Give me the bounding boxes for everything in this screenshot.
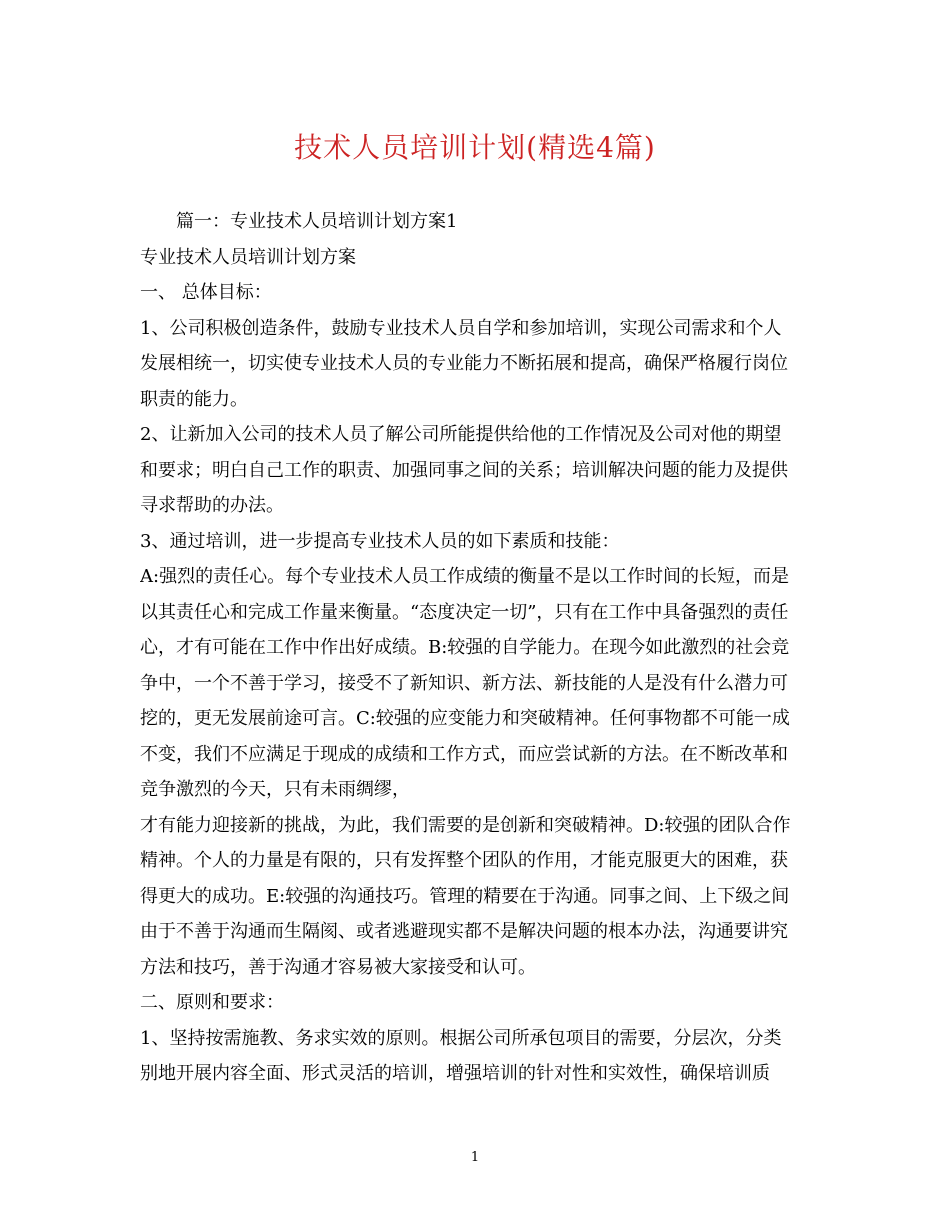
section-heading: 篇一：专业技术人员培训计划方案1 xyxy=(176,211,458,232)
document-body xyxy=(140,204,815,1092)
heading-overall-goal: 一、 总体目标： xyxy=(140,282,272,303)
paragraph-line: 和要求；明白自己工作的职责、加强同事之间的关系；培训解决问题的能力及提供 xyxy=(140,459,788,481)
paragraph-line: 挖的，更无发展前途可言。C:较强的应变能力和突破精神。任何事物都不可能一成 xyxy=(140,708,790,729)
paragraph-line: 寻求帮助的办法。 xyxy=(140,495,284,516)
paragraph-line: 才有能力迎接新的挑战，为此，我们需要的是创新和突破精神。D:较强的团队合作 xyxy=(140,814,791,836)
paragraph-line: A:强烈的责任心。每个专业技术人员工作成绩的衡量不是以工作时间的长短，而是 xyxy=(140,566,790,587)
document-title: 技术人员培训计划(精选4篇) xyxy=(294,131,656,164)
heading-principles: 二、原则和要求： xyxy=(140,992,284,1013)
paragraph-line: 竞争激烈的今天，只有未雨绸缪， xyxy=(140,779,410,800)
paragraph-line: 别地开展内容全面、形式灵活的培训，增强培训的针对性和实效性，确保培训质 xyxy=(140,1063,770,1084)
paragraph-line: 发展相统一，切实使专业技术人员的专业能力不断拓展和提高，确保严格履行岗位 xyxy=(140,353,788,374)
paragraph-line: 方法和技巧，善于沟通才容易被大家接受和认可。 xyxy=(140,956,536,978)
paragraph-line: 精神。个人的力量是有限的，只有发挥整个团队的作用，才能克服更大的困难，获 xyxy=(140,850,788,871)
paragraph-line: 由于不善于沟通而生隔阂、或者逃避现实都不是解决问题的根本办法，沟通要讲究 xyxy=(140,921,788,942)
paragraph-line: 职责的能力。 xyxy=(140,388,248,410)
paragraph-line: 心，才有可能在工作中作出好成绩。B:较强的自学能力。在现今如此激烈的社会竞 xyxy=(140,637,790,658)
paragraph-line: 以其责任心和完成工作量来衡量。“态度决定一切”，只有在工作中具备强烈的责任 xyxy=(140,601,789,623)
paragraph-line: 1、公司积极创造条件，鼓励专业技术人员自学和参加培训，实现公司需求和个人 xyxy=(140,317,782,339)
paragraph-line: 3、通过培训，进一步提高专业技术人员的如下素质和技能： xyxy=(140,530,620,552)
plan-title: 专业技术人员培训计划方案 xyxy=(140,246,356,268)
page-number: 1 xyxy=(470,1150,480,1165)
paragraph-line: 争中，一个不善于学习，接受不了新知识、新方法、新技能的人是没有什么潜力可 xyxy=(140,672,788,694)
paragraph-line: 2、让新加入公司的技术人员了解公司所能提供给他的工作情况及公司对他的期望 xyxy=(140,424,782,445)
paragraph-line: 1、坚持按需施教、务求实效的原则。根据公司所承包项目的需要，分层次，分类 xyxy=(140,1027,782,1049)
paragraph-line: 得更大的成功。E:较强的沟通技巧。管理的精要在于沟通。同事之间、上下级之间 xyxy=(140,885,790,907)
paragraph-line: 不变，我们不应满足于现成的成绩和工作方式，而应尝试新的方法。在不断改革和 xyxy=(140,743,788,765)
